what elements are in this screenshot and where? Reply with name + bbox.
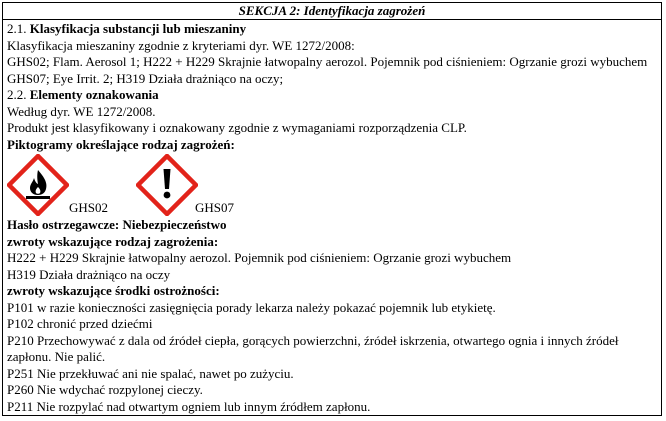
hazard-statements-heading: zwroty wskazujące rodzaj zagrożenia:	[7, 233, 219, 249]
precautionary-statement: P101 w razie konieczności zasięgnięcia porady lekarza należy pokazać pojemnik lub etykietę.	[7, 299, 496, 315]
classification-criteria: Klasyfikacja mieszaniny zgodnie z kryteriami dyr. WE 1272/2008:	[7, 37, 355, 53]
precautionary-statement: P211 Nie rozpylać nad otwartym ogniem lub innym źródłem zapłonu.	[7, 398, 371, 414]
subsection-2-2-heading	[7, 87, 661, 104]
precautionary-statement: P102 chronić przed dziećmi	[7, 316, 153, 331]
subsection-title: Elementy oznakowania	[29, 87, 159, 102]
flame-pictogram-icon	[7, 154, 69, 216]
subsection-2-1-heading	[7, 21, 661, 38]
labelling-regulation: Według dyr. WE 1272/2008.	[7, 103, 156, 119]
section-title: SEKCJA 2: Identyfikacja zagrożeń	[3, 3, 661, 20]
labelling-statement: Produkt jest klasyfikowany i oznakowany zgodnie z wymaganiami rozporządzenia CLP.	[7, 120, 467, 135]
subsection-number: 2.1.	[7, 21, 27, 36]
pictogram-label-ghs07: GHS07	[195, 200, 235, 215]
subsection-title: Klasyfikacja substancji lub mieszaniny	[29, 21, 247, 36]
pictogram-label-ghs02: GHS02	[69, 200, 109, 215]
hazard-statement: H222 + H229 Skrajnie łatwopalny aerozol. Pojemnik pod ciśnieniem: Ogrzanie grozi wybuchem	[7, 250, 512, 265]
pictogram-row	[7, 153, 661, 217]
sds-section-2	[2, 2, 662, 416]
classification-ghs02: GHS02; Flam. Aerosol 1; H222 + H229 Skrajnie łatwopalny aerozol. Pojemnik pod ciśnieniem: Ogrzanie grozi wybuchem	[7, 54, 648, 69]
pictograms-heading: Piktogramy określające rodzaj zagrożeń:	[7, 136, 235, 152]
exclamation-pictogram-icon	[136, 154, 198, 216]
subsection-number: 2.2.	[7, 87, 27, 102]
section-body	[3, 20, 661, 415]
signal-word: Hasło ostrzegawcze: Niebezpieczeństwo	[7, 217, 227, 232]
precautionary-statement: P210 Przechowywać z dala od źródeł ciepła, gorących powierzchni, źródeł iskrzenia, otwartego ognia i innych źródeł zapłonu. Nie palić.	[7, 332, 619, 364]
precautionary-statement: P251 Nie przekłuwać ani nie spalać, nawet po zużyciu.	[7, 365, 294, 381]
classification-ghs07: GHS07; Eye Irrit. 2; H319 Działa drażniąco na oczy;	[7, 70, 284, 86]
precautionary-statements-heading: zwroty wskazujące środki ostrożności:	[7, 283, 220, 298]
hazard-statement: H319 Działa drażniąco na oczy	[7, 266, 171, 282]
precautionary-statement: P260 Nie wdychać rozpylonej cieczy.	[7, 382, 203, 397]
